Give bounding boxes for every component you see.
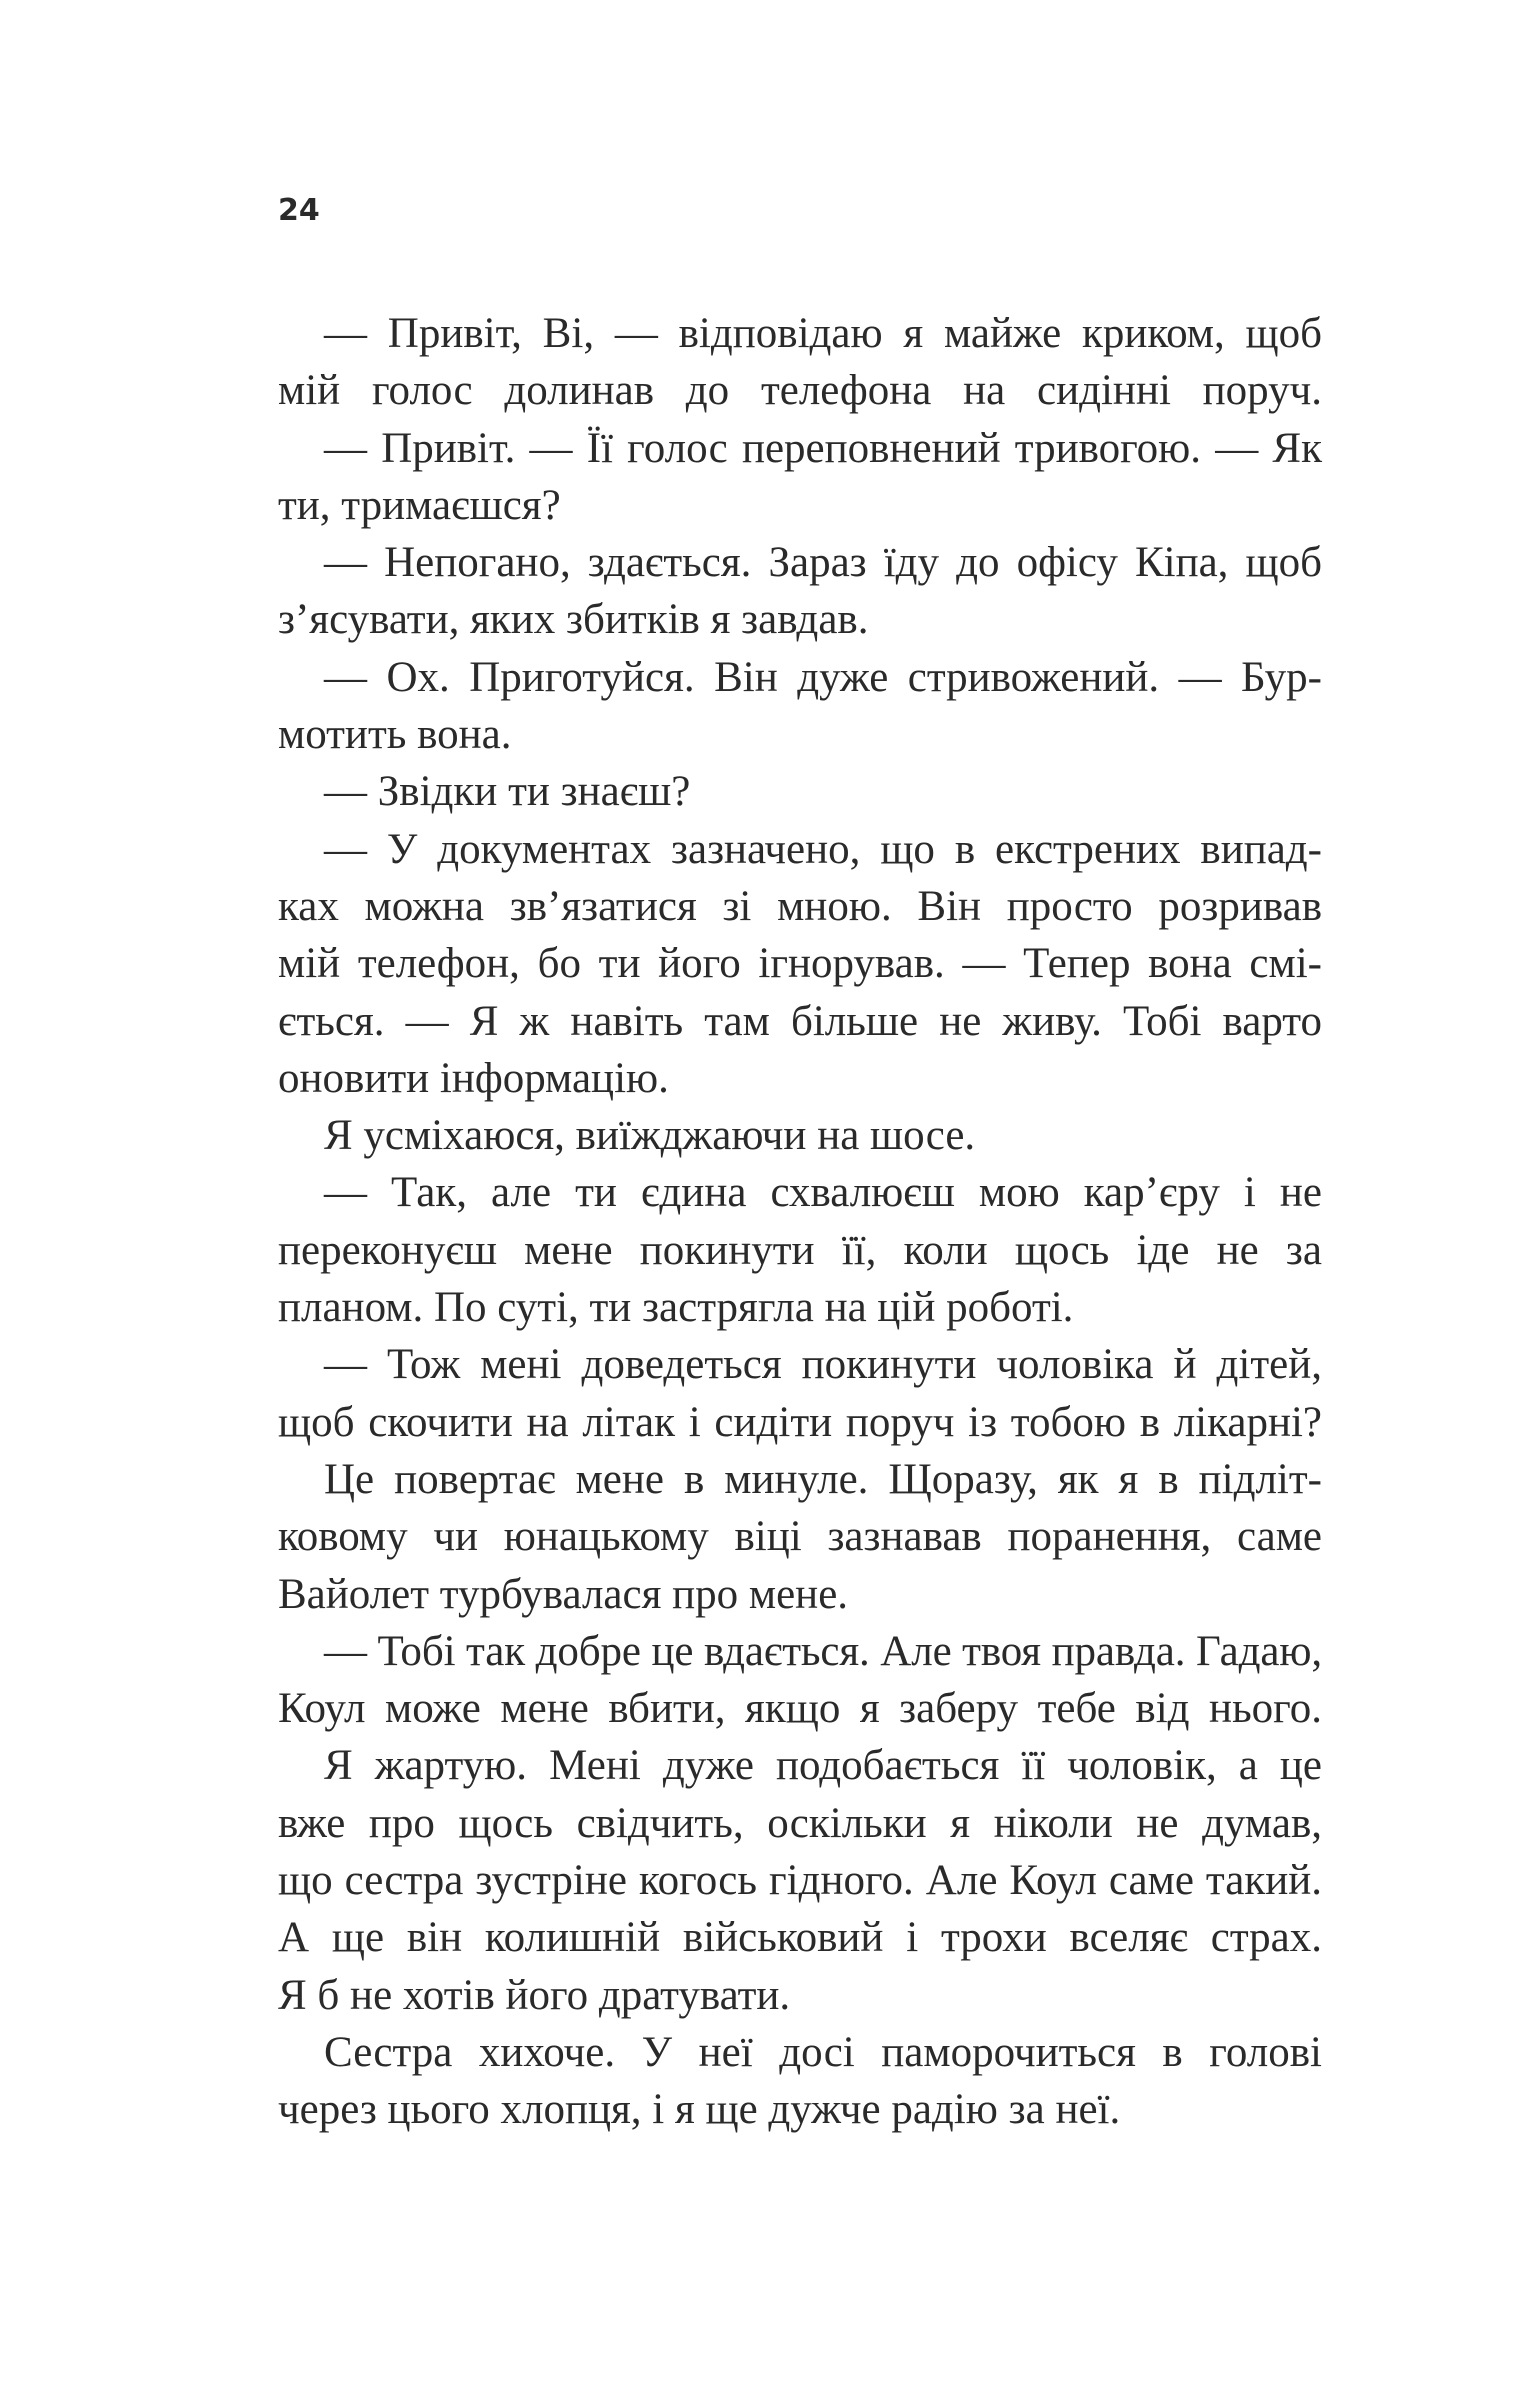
text-line: — Звідки ти знаєш? xyxy=(324,768,691,816)
text-line: мій телефон, бо ти його ігнорував. — Тепер вона смі- xyxy=(278,940,1322,988)
text-line: переконуєш мене покинути її, коли щось іде не за xyxy=(278,1226,1322,1274)
page-number: 24 xyxy=(278,193,320,228)
text-line: Я жартую. Мені дуже подобається її чоловік, а це xyxy=(324,1742,1322,1790)
text-line: — Привіт. — Її голос переповнений тривогою. — Як xyxy=(324,424,1322,472)
text-line: Я б не хотів його дратувати. xyxy=(278,1971,791,2019)
text-line: — Тож мені доведеться покинути чоловіка й дітей, xyxy=(324,1341,1322,1389)
text-line: щоб скочити на літак і сидіти поруч із тобою в лікарні? xyxy=(278,1398,1322,1446)
text-line: ється. — Я ж навіть там більше не живу. Тобі варто xyxy=(278,997,1322,1045)
text-line: ти, тримаєшся? xyxy=(278,481,561,529)
text-line: оновити інформацію. xyxy=(278,1054,669,1102)
text-line: через цього хлопця, і я ще дужче радію за неї. xyxy=(278,2086,1121,2134)
text-line: планом. По суті, ти застрягла на цій роботі. xyxy=(278,1284,1074,1332)
text-line: — Ох. Приготуйся. Він дуже стривожений. — Бур- xyxy=(324,653,1322,701)
text-line: — Тобі так добре це вдається. Але твоя правда. Гадаю, xyxy=(324,1627,1322,1675)
text-line: Я усміхаюся, виїжджаючи на шосе. xyxy=(324,1112,976,1160)
text-line: ковому чи юнацькому віці зазнавав поранення, саме xyxy=(278,1513,1322,1561)
text-line: що сестра зустріне когось гідного. Але Коул саме такий. xyxy=(278,1857,1322,1905)
text-line: — Привіт, Ві, — відповідаю я майже криком, щоб xyxy=(324,310,1322,357)
text-line: мій голос долинав до телефона на сидінні поруч. xyxy=(278,367,1322,415)
text-line: Це повертає мене в минуле. Щоразу, як я в підліт- xyxy=(324,1455,1322,1503)
text-line: Сестра хихоче. У неї досі паморочиться в голові xyxy=(324,2028,1322,2076)
text-line: мотить вона. xyxy=(278,711,512,759)
text-line: Вайолет турбувалася про мене. xyxy=(278,1570,849,1618)
text-line: Коул може мене вбити, якщо я заберу тебе від нього. xyxy=(278,1685,1322,1733)
text-line: вже про щось свідчить, оскільки я ніколи не думав, xyxy=(278,1799,1322,1847)
text-line: — Так, але ти єдина схвалюєш мою кар’єру і не xyxy=(324,1169,1322,1217)
text-line: — У документах зазначено, що в екстрених випад- xyxy=(324,825,1322,873)
text-line: — Непогано, здається. Зараз їду до офісу Кіпа, щоб xyxy=(324,539,1322,587)
text-line: ках можна зв’язатися зі мною. Він просто розривав xyxy=(278,882,1322,930)
text-line: А ще він колишній військовий і трохи вселяє страх. xyxy=(278,1914,1322,1962)
text-line: з’ясувати, яких збитків я завдав. xyxy=(278,596,869,644)
body-text xyxy=(278,305,1322,2139)
